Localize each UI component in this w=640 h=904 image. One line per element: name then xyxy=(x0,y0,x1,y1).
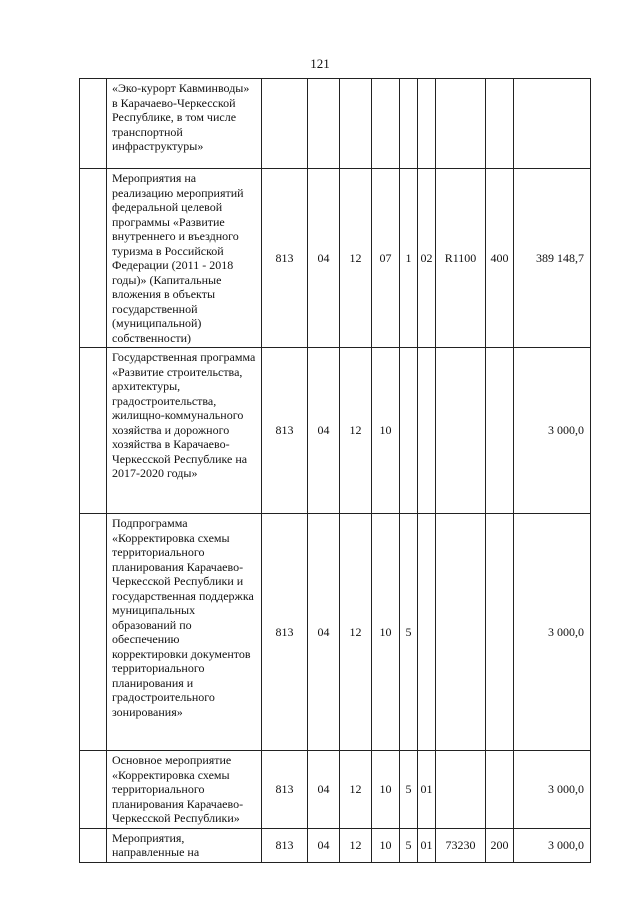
main-event-cell xyxy=(418,79,436,169)
page-number: 121 xyxy=(310,56,330,71)
section-cell xyxy=(308,79,340,169)
ministry-cell: 813 xyxy=(262,828,308,862)
subprogram-cell xyxy=(400,348,418,514)
row-name-cell: Мероприятия на реализацию мероприятий федеральной целевой программы «Развитие внутреннего и въездного туризма в Российской Федерации (2011 - 2018 годы)» (Капитальные вложения в объекты государственной (муниципальной) собственности) xyxy=(107,169,262,348)
amount-cell: 3 000,0 xyxy=(514,514,591,751)
ministry-cell: 813 xyxy=(262,169,308,348)
row-index-cell xyxy=(80,79,107,169)
subsection-cell: 12 xyxy=(340,169,372,348)
direction-cell: R1100 xyxy=(436,169,486,348)
program-cell: 07 xyxy=(372,169,400,348)
main-event-cell xyxy=(418,514,436,751)
direction-cell xyxy=(436,514,486,751)
main-event-cell: 01 xyxy=(418,828,436,862)
table-row xyxy=(80,348,591,514)
table-row xyxy=(80,79,591,169)
row-name-cell: Основное мероприятие «Корректировка схемы территориального планирования Карачаево-Черкесской Республики» xyxy=(107,751,262,829)
amount-cell: 3 000,0 xyxy=(514,348,591,514)
row-index-cell xyxy=(80,514,107,751)
subprogram-cell: 1 xyxy=(400,169,418,348)
table-row xyxy=(80,514,591,751)
subsection-cell: 12 xyxy=(340,828,372,862)
amount-cell: 3 000,0 xyxy=(514,828,591,862)
subsection-cell xyxy=(340,79,372,169)
amount-cell: 389 148,7 xyxy=(514,169,591,348)
direction-cell xyxy=(436,751,486,829)
expense-type-cell xyxy=(486,79,514,169)
row-index-cell xyxy=(80,348,107,514)
ministry-cell: 813 xyxy=(262,348,308,514)
ministry-cell: 813 xyxy=(262,751,308,829)
expense-type-cell xyxy=(486,751,514,829)
subprogram-cell xyxy=(400,79,418,169)
row-name-cell: Мероприятия, направленные на xyxy=(107,828,262,862)
program-cell: 10 xyxy=(372,828,400,862)
row-name-cell: Подпрограмма «Корректировка схемы территориального планирования Карачаево-Черкесской Республики и государственная поддержка муниципальных образований по обеспечению корректировки документов территориального планирования и градостроительного зонирования» xyxy=(107,514,262,751)
program-cell: 10 xyxy=(372,751,400,829)
subprogram-cell: 5 xyxy=(400,828,418,862)
ministry-cell xyxy=(262,79,308,169)
table-row xyxy=(80,169,591,348)
ministry-cell: 813 xyxy=(262,514,308,751)
amount-cell: 3 000,0 xyxy=(514,751,591,829)
direction-cell: 73230 xyxy=(436,828,486,862)
expense-type-cell xyxy=(486,348,514,514)
section-cell: 04 xyxy=(308,348,340,514)
program-cell xyxy=(372,79,400,169)
section-cell: 04 xyxy=(308,828,340,862)
main-event-cell xyxy=(418,348,436,514)
subprogram-cell: 5 xyxy=(400,514,418,751)
row-index-cell xyxy=(80,828,107,862)
row-index-cell xyxy=(80,751,107,829)
main-event-cell: 02 xyxy=(418,169,436,348)
direction-cell xyxy=(436,79,486,169)
section-cell: 04 xyxy=(308,169,340,348)
expense-type-cell xyxy=(486,514,514,751)
main-event-cell: 01 xyxy=(418,751,436,829)
expense-type-cell: 400 xyxy=(486,169,514,348)
table-row xyxy=(80,828,591,862)
subsection-cell: 12 xyxy=(340,751,372,829)
budget-table xyxy=(79,78,591,863)
row-name-cell: «Эко-курорт Кавминводы» в Карачаево-Черкесской Республике, в том числе транспортной инфраструктуры» xyxy=(107,79,262,169)
row-name-cell: Государственная программа «Развитие строительства, архитектуры, градостроительства, жилищно-коммунального хозяйства и дорожного хозяйства в Карачаево-Черкесской Республике на 2017-2020 годы» xyxy=(107,348,262,514)
subsection-cell: 12 xyxy=(340,514,372,751)
direction-cell xyxy=(436,348,486,514)
subsection-cell: 12 xyxy=(340,348,372,514)
section-cell: 04 xyxy=(308,751,340,829)
program-cell: 10 xyxy=(372,514,400,751)
row-index-cell xyxy=(80,169,107,348)
table-row xyxy=(80,751,591,829)
amount-cell xyxy=(514,79,591,169)
subprogram-cell: 5 xyxy=(400,751,418,829)
expense-type-cell: 200 xyxy=(486,828,514,862)
program-cell: 10 xyxy=(372,348,400,514)
section-cell: 04 xyxy=(308,514,340,751)
